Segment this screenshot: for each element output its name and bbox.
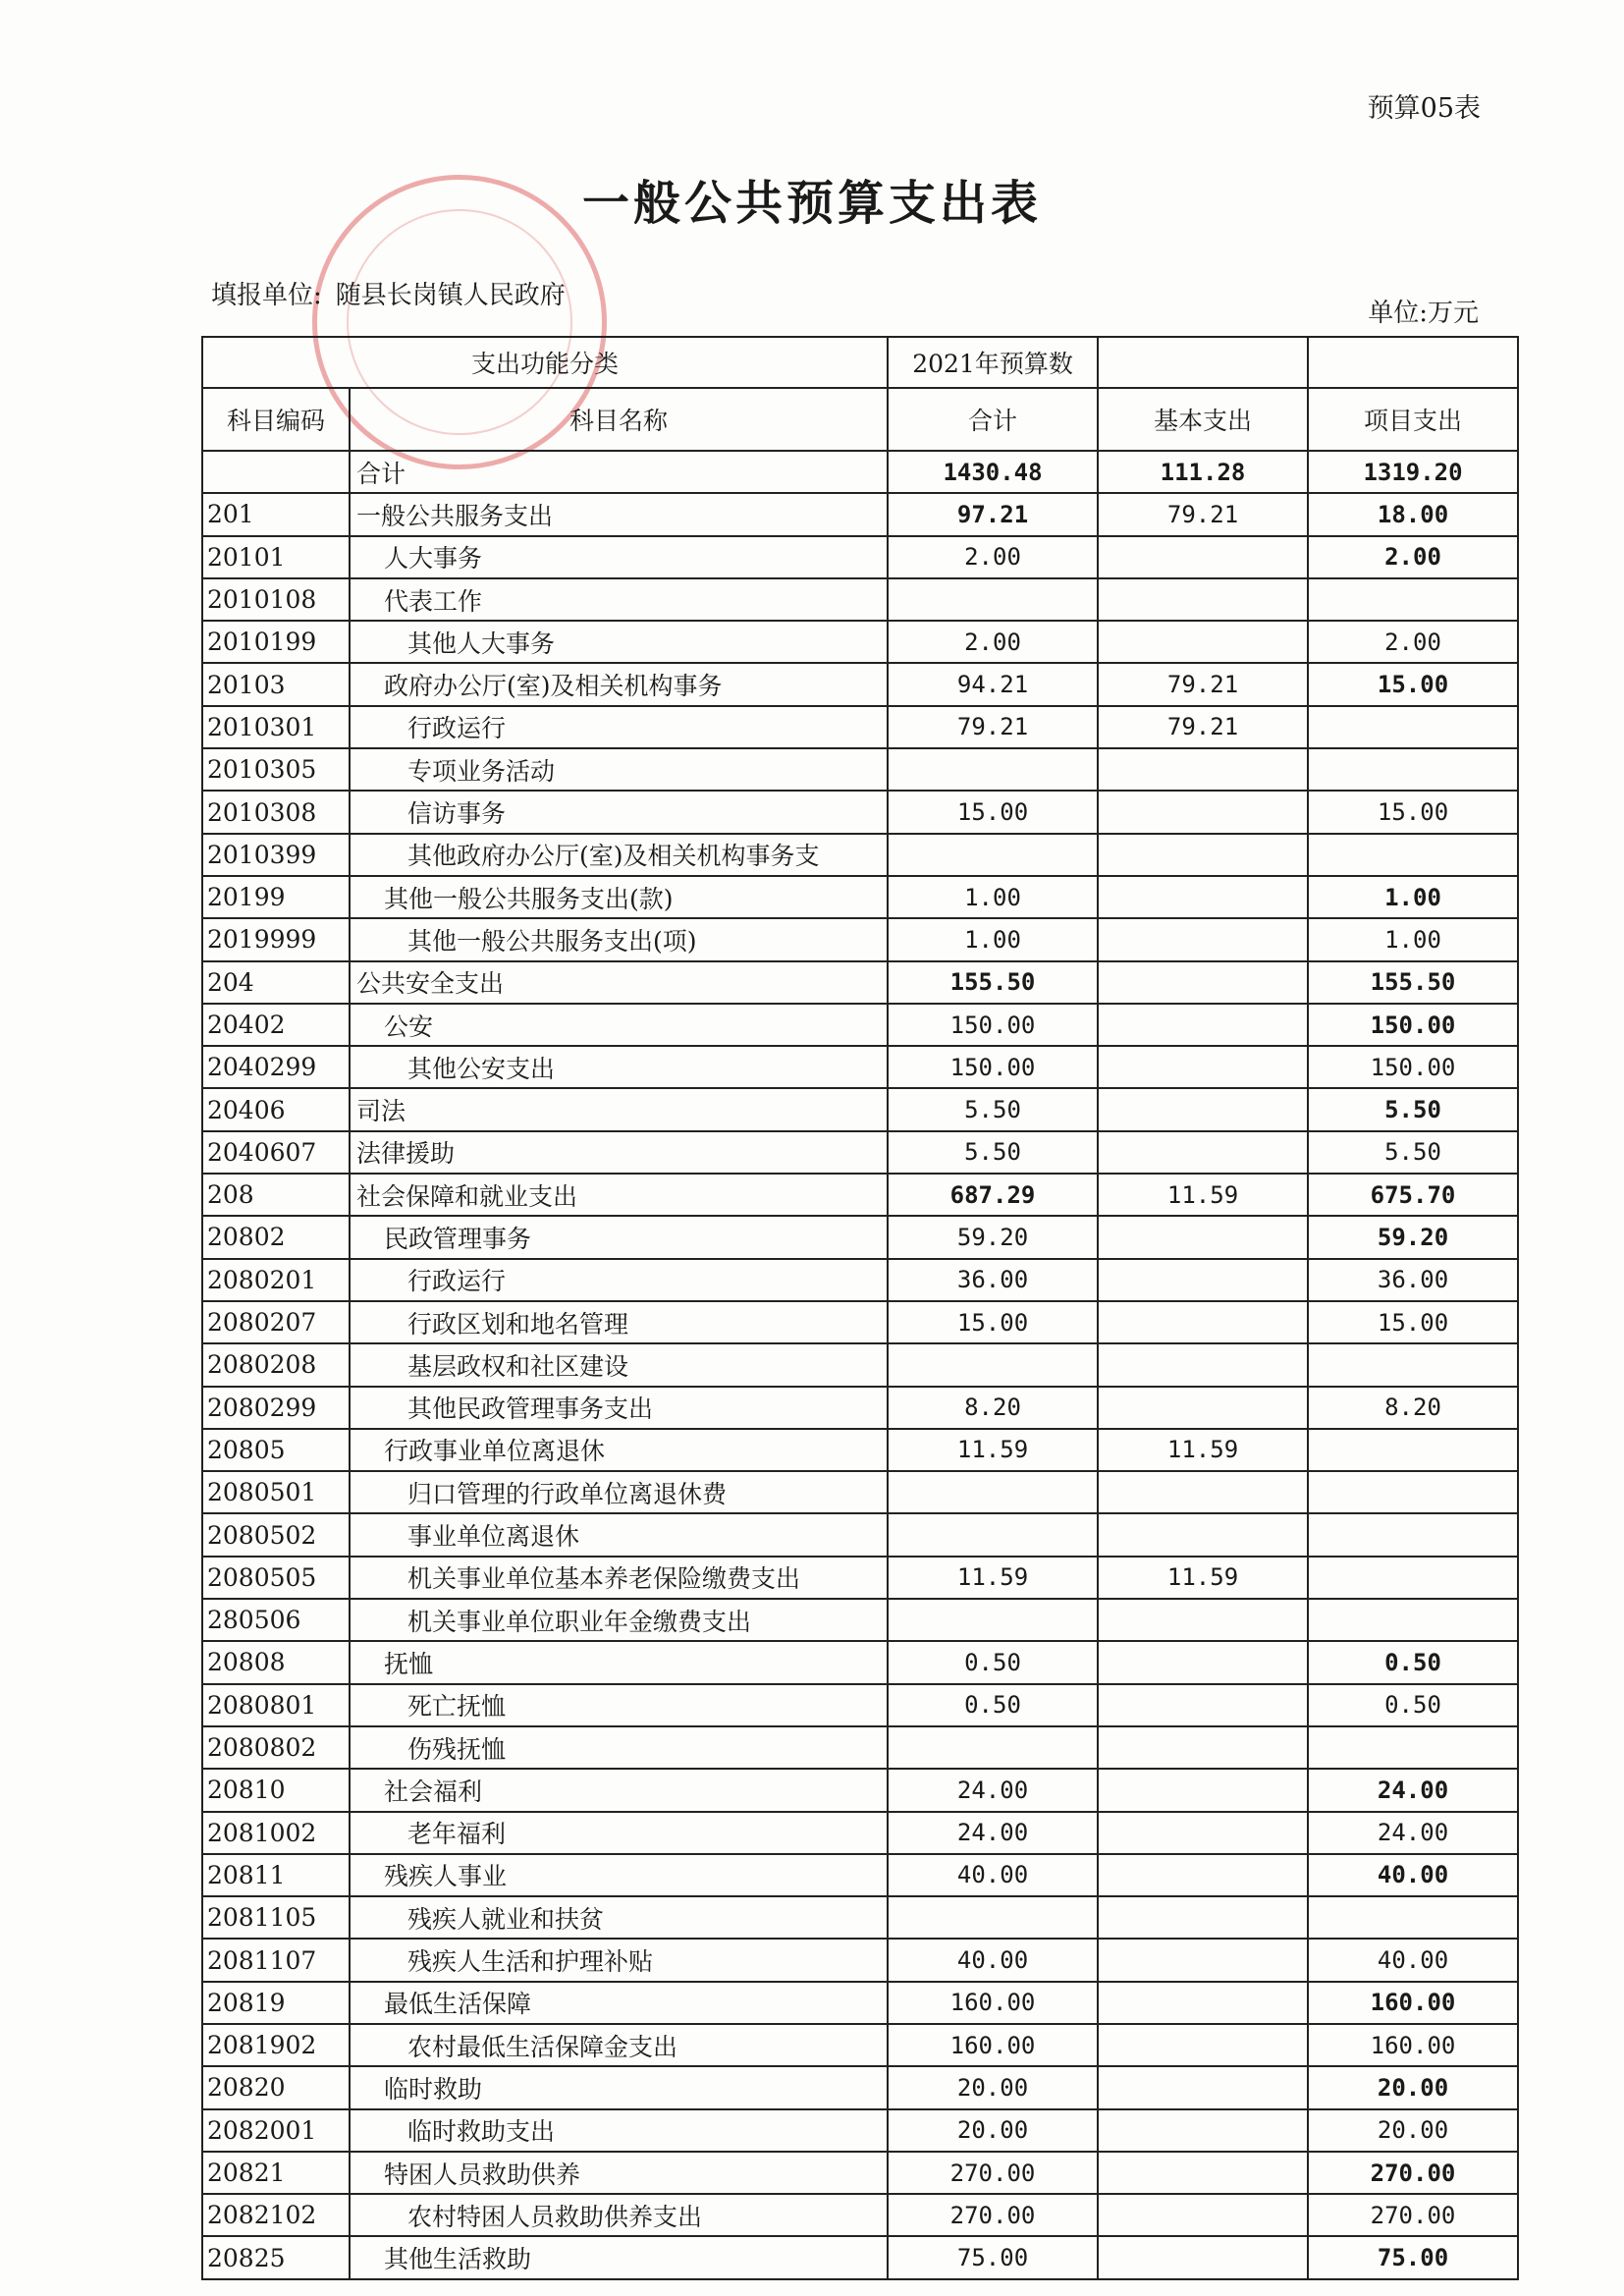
row-project: 150.00 <box>1308 1046 1518 1088</box>
row-name: 特困人员救助供养 <box>350 2152 888 2194</box>
row-name: 基层政权和社区建设 <box>350 1343 888 1386</box>
budget-table <box>201 336 1519 2280</box>
row-project: 0.50 <box>1308 1641 1518 1683</box>
row-project: 270.00 <box>1308 2152 1518 2194</box>
row-total: 155.50 <box>888 961 1098 1004</box>
row-basic <box>1098 748 1308 791</box>
table-row <box>202 2194 1518 2236</box>
row-code: 2081107 <box>202 1939 350 1981</box>
table-row <box>202 1939 1518 1981</box>
table-row <box>202 1004 1518 1046</box>
row-project: 40.00 <box>1308 1939 1518 1981</box>
row-code: 2010308 <box>202 791 350 833</box>
row-total: 15.00 <box>888 1301 1098 1343</box>
row-project <box>1308 1726 1518 1769</box>
header-empty-2 <box>1308 337 1518 388</box>
row-basic: 11.59 <box>1098 1557 1308 1599</box>
row-name: 政府办公厅(室)及相关机构事务 <box>350 663 888 705</box>
row-name: 其他一般公共服务支出(款) <box>350 876 888 918</box>
row-code: 20805 <box>202 1429 350 1471</box>
table-row <box>202 1513 1518 1556</box>
row-name: 最低生活保障 <box>350 1982 888 2024</box>
row-name: 行政事业单位离退休 <box>350 1429 888 1471</box>
row-basic: 79.21 <box>1098 493 1308 535</box>
row-total: 59.20 <box>888 1216 1098 1258</box>
row-total <box>888 1343 1098 1386</box>
header-category: 支出功能分类 <box>202 337 888 388</box>
table-row <box>202 961 1518 1004</box>
table-row <box>202 706 1518 748</box>
row-total: 79.21 <box>888 706 1098 748</box>
header-code: 科目编码 <box>202 388 350 451</box>
table-row <box>202 1982 1518 2024</box>
row-name: 机关事业单位基本养老保险缴费支出 <box>350 1557 888 1599</box>
row-name: 残疾人事业 <box>350 1854 888 1896</box>
row-basic <box>1098 536 1308 578</box>
header-empty-1 <box>1098 337 1308 388</box>
row-code: 20819 <box>202 1982 350 2024</box>
row-total: 0.50 <box>888 1641 1098 1683</box>
table-row <box>202 1599 1518 1641</box>
table-row <box>202 2109 1518 2152</box>
row-basic <box>1098 1599 1308 1641</box>
row-basic <box>1098 578 1308 621</box>
row-basic <box>1098 1088 1308 1130</box>
row-code: 2080201 <box>202 1259 350 1301</box>
row-name: 临时救助支出 <box>350 2109 888 2152</box>
row-code: 2080502 <box>202 1513 350 1556</box>
row-basic <box>1098 2024 1308 2066</box>
reporting-unit-label: 填报单位: <box>211 281 322 310</box>
table-row <box>202 1896 1518 1939</box>
row-code: 2080207 <box>202 1301 350 1343</box>
row-code: 20101 <box>202 536 350 578</box>
row-name: 专项业务活动 <box>350 748 888 791</box>
page-title: 一般公共预算支出表 <box>581 176 1042 231</box>
row-project: 2.00 <box>1308 536 1518 578</box>
row-name: 临时救助 <box>350 2066 888 2108</box>
row-project: 18.00 <box>1308 493 1518 535</box>
row-total <box>888 1599 1098 1641</box>
row-name: 其他政府办公厅(室)及相关机构事务支 <box>350 834 888 876</box>
row-basic <box>1098 791 1308 833</box>
row-total: 11.59 <box>888 1557 1098 1599</box>
row-code: 20808 <box>202 1641 350 1683</box>
row-code: 2081105 <box>202 1896 350 1939</box>
row-code: 20811 <box>202 1854 350 1896</box>
row-total: 24.00 <box>888 1812 1098 1854</box>
row-project: 24.00 <box>1308 1769 1518 1811</box>
row-code: 2080501 <box>202 1471 350 1513</box>
row-total: 2.00 <box>888 621 1098 663</box>
row-total: 75.00 <box>888 2236 1098 2278</box>
table-row <box>202 621 1518 663</box>
row-total: 20.00 <box>888 2109 1098 2152</box>
header-project: 项目支出 <box>1308 388 1518 451</box>
row-name: 归口管理的行政单位离退休费 <box>350 1471 888 1513</box>
row-basic <box>1098 1854 1308 1896</box>
row-project: 59.20 <box>1308 1216 1518 1258</box>
total-project: 1319.20 <box>1308 451 1518 493</box>
row-basic <box>1098 1726 1308 1769</box>
row-basic <box>1098 621 1308 663</box>
row-basic <box>1098 2236 1308 2278</box>
row-code: 2010305 <box>202 748 350 791</box>
row-basic: 11.59 <box>1098 1174 1308 1216</box>
table-row <box>202 1641 1518 1683</box>
table-row <box>202 1812 1518 1854</box>
row-code: 2010399 <box>202 834 350 876</box>
row-code: 2040607 <box>202 1131 350 1174</box>
row-total: 94.21 <box>888 663 1098 705</box>
row-total: 160.00 <box>888 1982 1098 2024</box>
row-total: 150.00 <box>888 1046 1098 1088</box>
table-row <box>202 1301 1518 1343</box>
row-basic <box>1098 1641 1308 1683</box>
row-name: 公共安全支出 <box>350 961 888 1004</box>
table-row <box>202 1088 1518 1130</box>
row-basic <box>1098 2194 1308 2236</box>
row-basic <box>1098 834 1308 876</box>
header-budget-year: 2021年预算数 <box>888 337 1098 388</box>
row-name: 其他人大事务 <box>350 621 888 663</box>
row-total: 36.00 <box>888 1259 1098 1301</box>
row-total: 15.00 <box>888 791 1098 833</box>
row-code: 2080801 <box>202 1684 350 1726</box>
row-project: 270.00 <box>1308 2194 1518 2236</box>
row-name: 其他民政管理事务支出 <box>350 1387 888 1429</box>
row-total: 5.50 <box>888 1088 1098 1130</box>
total-code-cell <box>202 451 350 493</box>
row-project <box>1308 1513 1518 1556</box>
row-code: 2080802 <box>202 1726 350 1769</box>
row-code: 204 <box>202 961 350 1004</box>
header-name: 科目名称 <box>350 388 888 451</box>
row-code: 20802 <box>202 1216 350 1258</box>
row-name: 农村特困人员救助供养支出 <box>350 2194 888 2236</box>
table-row <box>202 2152 1518 2194</box>
row-code: 20199 <box>202 876 350 918</box>
row-code: 2080208 <box>202 1343 350 1386</box>
row-basic <box>1098 1004 1308 1046</box>
row-name: 老年福利 <box>350 1812 888 1854</box>
row-name: 法律援助 <box>350 1131 888 1174</box>
row-name: 其他公安支出 <box>350 1046 888 1088</box>
row-code: 2040299 <box>202 1046 350 1088</box>
table-row <box>202 748 1518 791</box>
row-code: 2081902 <box>202 2024 350 2066</box>
table-row <box>202 1471 1518 1513</box>
row-basic <box>1098 1812 1308 1854</box>
row-total <box>888 834 1098 876</box>
row-code: 20810 <box>202 1769 350 1811</box>
row-project <box>1308 706 1518 748</box>
row-name: 行政运行 <box>350 706 888 748</box>
currency-unit: 单位:万元 <box>1368 299 1479 328</box>
row-basic <box>1098 1896 1308 1939</box>
row-project: 24.00 <box>1308 1812 1518 1854</box>
row-total: 1.00 <box>888 876 1098 918</box>
row-code: 2081002 <box>202 1812 350 1854</box>
table-row <box>202 834 1518 876</box>
row-name: 司法 <box>350 1088 888 1130</box>
row-name: 其他生活救助 <box>350 2236 888 2278</box>
row-project: 36.00 <box>1308 1259 1518 1301</box>
row-name: 死亡抚恤 <box>350 1684 888 1726</box>
table-row <box>202 578 1518 621</box>
row-name: 机关事业单位职业年金缴费支出 <box>350 1599 888 1641</box>
row-name: 残疾人生活和护理补贴 <box>350 1939 888 1981</box>
row-basic: 79.21 <box>1098 706 1308 748</box>
row-project: 15.00 <box>1308 663 1518 705</box>
table-row <box>202 1684 1518 1726</box>
row-code: 20103 <box>202 663 350 705</box>
total-basic: 111.28 <box>1098 451 1308 493</box>
row-project <box>1308 834 1518 876</box>
table-row <box>202 1854 1518 1896</box>
table-row <box>202 1216 1518 1258</box>
table-row <box>202 1557 1518 1599</box>
row-name: 信访事务 <box>350 791 888 833</box>
row-name: 残疾人就业和扶贫 <box>350 1896 888 1939</box>
row-total: 5.50 <box>888 1131 1098 1174</box>
row-code: 2010108 <box>202 578 350 621</box>
row-name: 其他一般公共服务支出(项) <box>350 918 888 960</box>
table-row <box>202 1046 1518 1088</box>
row-basic <box>1098 2066 1308 2108</box>
total-amount: 1430.48 <box>888 451 1098 493</box>
row-project: 15.00 <box>1308 791 1518 833</box>
row-name: 人大事务 <box>350 536 888 578</box>
table-row <box>202 1259 1518 1301</box>
row-project <box>1308 1429 1518 1471</box>
table-row <box>202 791 1518 833</box>
row-name: 伤残抚恤 <box>350 1726 888 1769</box>
row-total <box>888 1471 1098 1513</box>
row-project: 75.00 <box>1308 2236 1518 2278</box>
row-total: 1.00 <box>888 918 1098 960</box>
row-total: 160.00 <box>888 2024 1098 2066</box>
row-name: 社会福利 <box>350 1769 888 1811</box>
row-basic <box>1098 1939 1308 1981</box>
row-basic <box>1098 876 1308 918</box>
row-project: 8.20 <box>1308 1387 1518 1429</box>
row-total: 97.21 <box>888 493 1098 535</box>
row-project: 2.00 <box>1308 621 1518 663</box>
row-total: 24.00 <box>888 1769 1098 1811</box>
row-code: 201 <box>202 493 350 535</box>
row-project: 20.00 <box>1308 2066 1518 2108</box>
row-total <box>888 1726 1098 1769</box>
row-total: 270.00 <box>888 2152 1098 2194</box>
reporting-unit-value: 随县长岗镇人民政府 <box>335 281 566 310</box>
row-basic: 11.59 <box>1098 1429 1308 1471</box>
table-row <box>202 1387 1518 1429</box>
row-code: 20406 <box>202 1088 350 1130</box>
row-code: 2080505 <box>202 1557 350 1599</box>
row-name: 公安 <box>350 1004 888 1046</box>
row-basic <box>1098 918 1308 960</box>
row-project <box>1308 1599 1518 1641</box>
row-basic <box>1098 1769 1308 1811</box>
row-project: 155.50 <box>1308 961 1518 1004</box>
table-row <box>202 1726 1518 1769</box>
row-project: 20.00 <box>1308 2109 1518 2152</box>
row-total: 2.00 <box>888 536 1098 578</box>
row-project: 0.50 <box>1308 1684 1518 1726</box>
row-basic <box>1098 1684 1308 1726</box>
row-total <box>888 578 1098 621</box>
row-code: 280506 <box>202 1599 350 1641</box>
table-row <box>202 876 1518 918</box>
row-project <box>1308 578 1518 621</box>
table-row <box>202 918 1518 960</box>
table-row <box>202 663 1518 705</box>
row-basic <box>1098 1301 1308 1343</box>
row-basic <box>1098 1046 1308 1088</box>
row-project: 15.00 <box>1308 1301 1518 1343</box>
row-code: 208 <box>202 1174 350 1216</box>
row-code: 2082001 <box>202 2109 350 2152</box>
reporting-unit <box>211 275 566 311</box>
row-total: 0.50 <box>888 1684 1098 1726</box>
row-name: 行政区划和地名管理 <box>350 1301 888 1343</box>
row-code: 2019999 <box>202 918 350 960</box>
row-code: 20821 <box>202 2152 350 2194</box>
row-code: 2010199 <box>202 621 350 663</box>
row-project <box>1308 1557 1518 1599</box>
table-row <box>202 493 1518 535</box>
table-row <box>202 1131 1518 1174</box>
table-row <box>202 2066 1518 2108</box>
row-code: 20820 <box>202 2066 350 2108</box>
row-name: 社会保障和就业支出 <box>350 1174 888 1216</box>
row-project: 1.00 <box>1308 918 1518 960</box>
row-project: 160.00 <box>1308 1982 1518 2024</box>
table-row <box>202 1343 1518 1386</box>
table-row <box>202 1174 1518 1216</box>
row-basic <box>1098 1131 1308 1174</box>
row-basic <box>1098 1513 1308 1556</box>
table-row <box>202 2024 1518 2066</box>
row-name: 一般公共服务支出 <box>350 493 888 535</box>
row-basic <box>1098 961 1308 1004</box>
table-row <box>202 2236 1518 2278</box>
header-total: 合计 <box>888 388 1098 451</box>
row-code: 2010301 <box>202 706 350 748</box>
row-total: 11.59 <box>888 1429 1098 1471</box>
row-name: 农村最低生活保障金支出 <box>350 2024 888 2066</box>
row-total <box>888 748 1098 791</box>
row-code: 20825 <box>202 2236 350 2278</box>
header-basic: 基本支出 <box>1098 388 1308 451</box>
row-project <box>1308 1896 1518 1939</box>
row-basic <box>1098 1471 1308 1513</box>
row-total: 687.29 <box>888 1174 1098 1216</box>
total-row <box>202 451 1518 493</box>
row-total <box>888 1896 1098 1939</box>
row-total: 8.20 <box>888 1387 1098 1429</box>
row-name: 行政运行 <box>350 1259 888 1301</box>
row-project: 675.70 <box>1308 1174 1518 1216</box>
row-project: 150.00 <box>1308 1004 1518 1046</box>
row-total: 270.00 <box>888 2194 1098 2236</box>
row-total <box>888 1513 1098 1556</box>
row-basic <box>1098 1982 1308 2024</box>
row-total: 40.00 <box>888 1854 1098 1896</box>
total-label: 合计 <box>350 451 888 493</box>
row-name: 代表工作 <box>350 578 888 621</box>
row-project: 5.50 <box>1308 1131 1518 1174</box>
row-project: 1.00 <box>1308 876 1518 918</box>
row-name: 事业单位离退休 <box>350 1513 888 1556</box>
row-project: 160.00 <box>1308 2024 1518 2066</box>
row-basic <box>1098 2109 1308 2152</box>
row-basic <box>1098 2152 1308 2194</box>
row-project <box>1308 1471 1518 1513</box>
row-basic <box>1098 1387 1308 1429</box>
row-project <box>1308 1343 1518 1386</box>
row-project <box>1308 748 1518 791</box>
row-total: 150.00 <box>888 1004 1098 1046</box>
table-row <box>202 1769 1518 1811</box>
table-row <box>202 536 1518 578</box>
row-total: 20.00 <box>888 2066 1098 2108</box>
row-project: 5.50 <box>1308 1088 1518 1130</box>
row-basic <box>1098 1216 1308 1258</box>
row-total: 40.00 <box>888 1939 1098 1981</box>
row-project: 40.00 <box>1308 1854 1518 1896</box>
row-basic <box>1098 1343 1308 1386</box>
table-row <box>202 1429 1518 1471</box>
row-code: 20402 <box>202 1004 350 1046</box>
row-code: 2080299 <box>202 1387 350 1429</box>
row-name: 民政管理事务 <box>350 1216 888 1258</box>
row-name: 抚恤 <box>350 1641 888 1683</box>
row-code: 2082102 <box>202 2194 350 2236</box>
form-number: 预算05表 <box>1367 93 1481 124</box>
row-basic <box>1098 1259 1308 1301</box>
row-basic: 79.21 <box>1098 663 1308 705</box>
